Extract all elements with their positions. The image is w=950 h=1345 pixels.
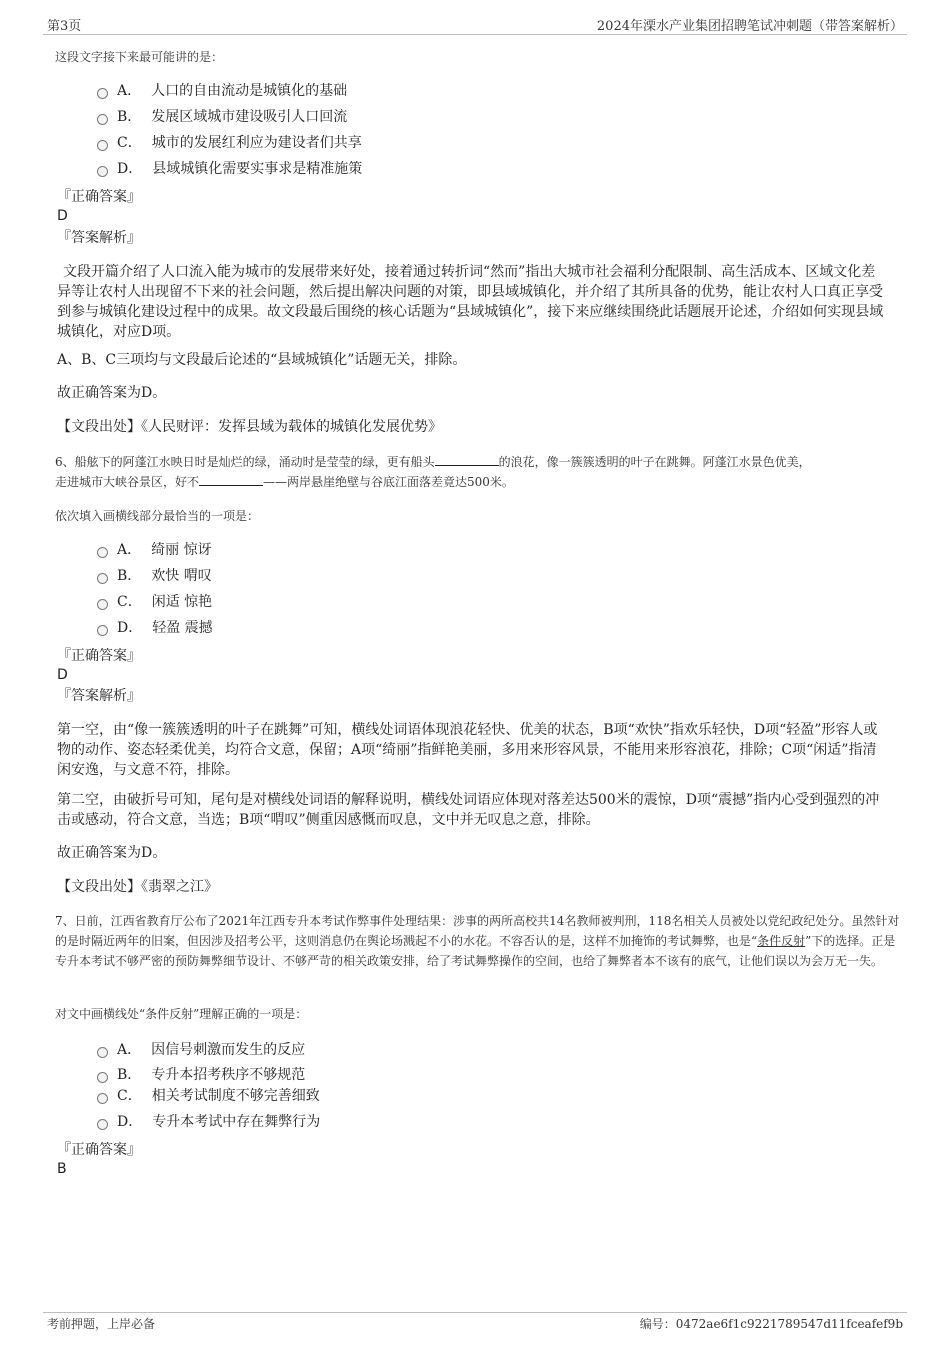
q7-option-a[interactable]: A． 因信号刺激而发生的反应: [97, 1040, 305, 1060]
q5-stem-tail: 这段文字接下来最可能讲的是：: [55, 50, 224, 64]
analysis-conclusion: 故正确答案为D。: [57, 385, 167, 401]
analysis-paragraph: 第二空，由破折号可知，尾句是对横线处词语的解释说明，横线处词语应体现对落差达500米的震惊，D项“震撼”指内心受到强烈的冲击或感动，符合文意，当选；B项“喟叹”侧重因感慨而叹息，文中并无叹息之意，排除。: [57, 792, 880, 828]
radio-icon[interactable]: [97, 599, 108, 610]
footer-slogan: 考前押题，上岸必备: [47, 1317, 156, 1331]
radio-icon[interactable]: [97, 547, 108, 558]
radio-icon[interactable]: [97, 1119, 108, 1130]
q6-option-a[interactable]: A． 绮丽 惊讶: [97, 540, 212, 560]
radio-icon[interactable]: [97, 625, 108, 636]
correct-answer: B: [57, 1161, 67, 1177]
q5-option-a[interactable]: A． 人口的自由流动是城镇化的基础: [97, 81, 347, 101]
footer-divider: [43, 1312, 907, 1313]
correct-answer-label: 『正确答案』: [57, 648, 141, 664]
q6-option-d[interactable]: D． 轻盈 震撼: [97, 618, 213, 638]
q5-option-d[interactable]: D． 县域城镇化需要实事求是精准施策: [97, 159, 362, 179]
q7-option-d[interactable]: D． 专升本考试中存在舞弊行为: [97, 1112, 320, 1132]
analysis-paragraph: 文段开篇介绍了人口流入能为城市的发展带来好处，接着通过转折词“然而”指出大城市社会福利分配限制、高生活成本、区域文化差异等让农村人出现留不下来的社会问题，然后提出解决问题的对策，即县域城镇化，并介绍了其所具备的优势，能让农村人口真正享受到参与城镇化建设过程中的成果。故文段最后围绕的核心话题为“县域城镇化”，接下来应继续围绕此话题展开论述，介绍如何实现县域城镇化，对应D项。: [57, 264, 884, 340]
radio-icon[interactable]: [97, 88, 108, 99]
q6-option-b[interactable]: B． 欢快 喟叹: [97, 566, 212, 586]
radio-icon[interactable]: [97, 573, 108, 584]
q7-option-c[interactable]: C． 相关考试制度不够完善细致: [97, 1086, 320, 1106]
correct-answer-label: 『正确答案』: [57, 1142, 141, 1158]
correct-answer: D: [57, 208, 68, 224]
fill-blank: [199, 473, 263, 486]
analysis-label: 『答案解析』: [57, 230, 141, 246]
analysis-label: 『答案解析』: [57, 688, 141, 704]
q5-option-b[interactable]: B． 发展区域城市建设吸引人口回流: [97, 107, 347, 127]
fill-blank: [435, 453, 499, 466]
q7-option-b[interactable]: B． 专升本招考秩序不够规范: [97, 1065, 305, 1085]
source-citation: 【文段出处】《人民财评：发挥县域为载体的城镇化发展优势》: [57, 419, 442, 435]
radio-icon[interactable]: [97, 166, 108, 177]
q6-stem: 6、船舷下的阿蓬江水映日时是灿烂的绿，涌动时是莹莹的绿，更有船头 的浪花，像一簇簇透明的叶子在跳舞。阿蓬江水景色优美， 走进城市大峡谷景区，好不 ——两岸悬崖绝壁与谷底江面落差竟达500米。: [55, 455, 811, 489]
q6-prompt: 依次填入画横线部分最恰当的一项是：: [55, 509, 260, 523]
radio-icon[interactable]: [97, 1047, 108, 1058]
q5-option-c[interactable]: C． 城市的发展红利应为建设者们共享: [97, 133, 362, 153]
page-number: 第3页: [47, 19, 82, 34]
q7-prompt: 对文中画横线处“条件反射”理解正确的一项是：: [55, 1007, 308, 1021]
correct-answer-label: 『正确答案』: [57, 189, 141, 205]
analysis-paragraph: A、B、C三项均与文段最后论述的“县域城镇化”话题无关，排除。: [57, 352, 467, 368]
header-divider: [43, 34, 907, 35]
radio-icon[interactable]: [97, 114, 108, 125]
underlined-term: 条件反射: [757, 934, 806, 948]
correct-answer: D: [57, 667, 68, 683]
document-title: 2024年溧水产业集团招聘笔试冲刺题（带答案解析）: [596, 19, 903, 34]
radio-icon[interactable]: [97, 1072, 108, 1083]
radio-icon[interactable]: [97, 140, 108, 151]
source-citation: 【文段出处】《翡翠之江》: [57, 879, 218, 895]
q6-option-c[interactable]: C． 闲适 惊艳: [97, 592, 212, 612]
analysis-conclusion: 故正确答案为D。: [57, 845, 167, 861]
q7-stem: 7、日前，江西省教育厅公布了2021年江西专升本考试作弊事件处理结果：涉事的两所高校共14名教师被判刑，118名相关人员被处以党纪政纪处分。虽然针对的是时隔近两年的旧案，但因涉及招考公平，这则消息仍在舆论场溅起不小的水花。不容否认的是，这样不加掩饰的考试舞弊，也是“条件反射”下的选择。正是专升本考试不够严密的预防舞弊细节设计、不够严苛的相关政策安排，给了考试舞弊操作的空间，也给了舞弊者本不该有的底气，让他们误以为会万无一失。: [55, 914, 900, 968]
analysis-paragraph: 第一空，由“像一簇簇透明的叶子在跳舞”可知，横线处词语体现浪花轻快、优美的状态，B项“欢快”指欢乐轻快，D项“轻盈”形容人或物的动作、姿态轻柔优美，均符合文意，保留；A项“绮丽”指鲜艳美丽，多用来形容风景，不能用来形容浪花，排除；C项“闲适”指清闲安逸，与文意不符，排除。: [57, 722, 878, 778]
radio-icon[interactable]: [97, 1093, 108, 1104]
document-id: 编号：0472ae6f1c9221789547d11fceafef9b: [639, 1317, 903, 1331]
